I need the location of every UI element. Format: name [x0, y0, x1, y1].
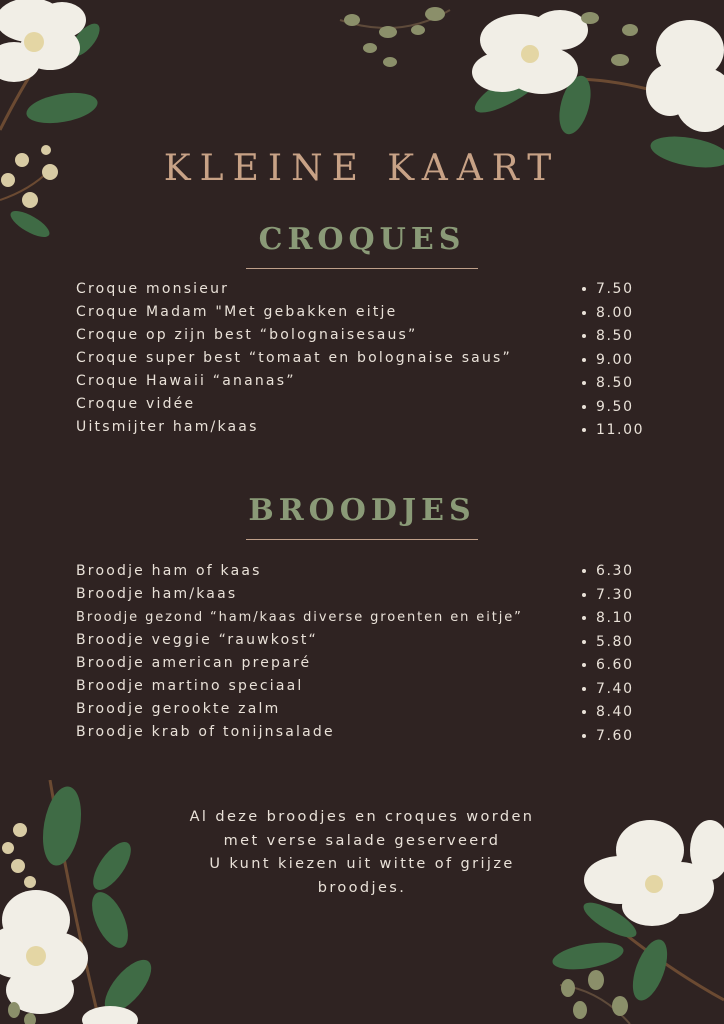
menu-item-price-row	[582, 701, 634, 725]
bullet-icon	[582, 734, 586, 738]
menu-item-price: 8.00	[596, 304, 634, 321]
menu-item-name: Broodje ham of kaas	[76, 563, 262, 579]
menu-item-price-row	[582, 631, 634, 655]
menu-item-name: Croque Madam "Met gebakken eitje	[76, 304, 398, 320]
note-line: met verse salade geserveerd	[223, 832, 501, 849]
menu-item-price: 8.50	[596, 328, 634, 344]
menu-item-name: Broodje gezond “ham/kaas diverse groenten en eitje”	[76, 610, 523, 625]
heading-underline	[246, 539, 478, 540]
bullet-icon	[582, 640, 586, 644]
menu-item-price-row	[582, 678, 634, 702]
bullet-icon	[582, 311, 586, 315]
menu-item-price: 8.40	[596, 704, 634, 720]
menu-item-price-row	[582, 349, 644, 373]
menu-item-name: Broodje veggie “rauwkost“	[76, 632, 319, 648]
broodjes-item-names	[76, 560, 523, 744]
bullet-icon	[582, 358, 586, 362]
note-line: U kunt kiezen uit witte of grijze	[209, 856, 515, 872]
menu-item-price-row	[582, 419, 644, 443]
menu-item-price: 5.80	[596, 633, 634, 650]
bullet-icon	[582, 710, 586, 714]
menu-item-name: Broodje krab of tonijnsalade	[76, 724, 335, 740]
menu-item-name: Broodje martino speciaal	[76, 678, 304, 694]
bullet-icon	[582, 687, 586, 691]
menu-item-name: Uitsmijter ham/kaas	[76, 419, 259, 435]
menu-item-price: 9.50	[596, 398, 634, 415]
croques-item-prices	[582, 278, 644, 443]
note-line: Al deze broodjes en croques worden	[189, 809, 535, 825]
menu-item-price: 11.00	[596, 422, 645, 438]
menu-item-price-row	[582, 396, 644, 420]
menu-item-price-row	[582, 302, 644, 326]
menu-item-price: 8.50	[596, 375, 634, 391]
menu-item-price-row	[582, 560, 634, 584]
menu-item-price-row	[582, 654, 634, 678]
serving-note	[0, 806, 724, 900]
menu-item-name: Broodje ham/kaas	[76, 586, 238, 602]
menu-title: KLEINE KAART	[163, 148, 561, 189]
menu-item-price: 7.50	[596, 281, 634, 297]
menu-item-price-row	[582, 325, 644, 349]
bullet-icon	[582, 428, 586, 432]
menu-item-price: 6.60	[596, 657, 634, 673]
heading-underline	[246, 268, 478, 269]
broodjes-item-prices	[582, 560, 634, 748]
menu-item-name: Croque vidée	[76, 396, 196, 412]
menu-item-name: Croque monsieur	[76, 281, 230, 297]
note-line: broodjes.	[317, 879, 407, 896]
bullet-icon	[582, 569, 586, 573]
croques-item-names	[76, 278, 512, 439]
menu-item-name: Broodje gerookte zalm	[76, 701, 281, 717]
section-heading-broodjes: BROODJES	[248, 493, 476, 528]
bullet-icon	[582, 381, 586, 385]
menu-item-price-row	[582, 278, 644, 302]
menu-item-price: 7.40	[596, 680, 634, 697]
bullet-icon	[582, 593, 586, 597]
menu-item-name: Croque super best “tomaat en bolognaise saus”	[76, 350, 512, 366]
magnolia-top-left-illustration	[0, 0, 110, 240]
menu-item-price: 6.30	[596, 563, 634, 579]
bullet-icon	[582, 287, 586, 291]
menu-item-price-row	[582, 607, 634, 631]
bullet-icon	[582, 334, 586, 338]
menu-item-price-row	[582, 372, 644, 396]
menu-item-price: 7.30	[596, 586, 634, 603]
bullet-icon	[582, 405, 586, 409]
menu-item-name: Croque Hawaii “ananas”	[76, 373, 296, 389]
bullet-icon	[582, 663, 586, 667]
menu-item-price-row	[582, 584, 634, 608]
menu-item-price: 8.10	[596, 610, 634, 626]
menu-item-price: 9.00	[596, 351, 634, 368]
menu-item-name: Broodje american preparé	[76, 655, 312, 671]
section-heading-croques: CROQUES	[258, 222, 466, 257]
menu-item-price: 7.60	[596, 727, 634, 744]
bullet-icon	[582, 616, 586, 620]
menu-item-price-row	[582, 725, 634, 749]
menu-item-name: Croque op zijn best “bolognaisesaus”	[76, 327, 418, 343]
